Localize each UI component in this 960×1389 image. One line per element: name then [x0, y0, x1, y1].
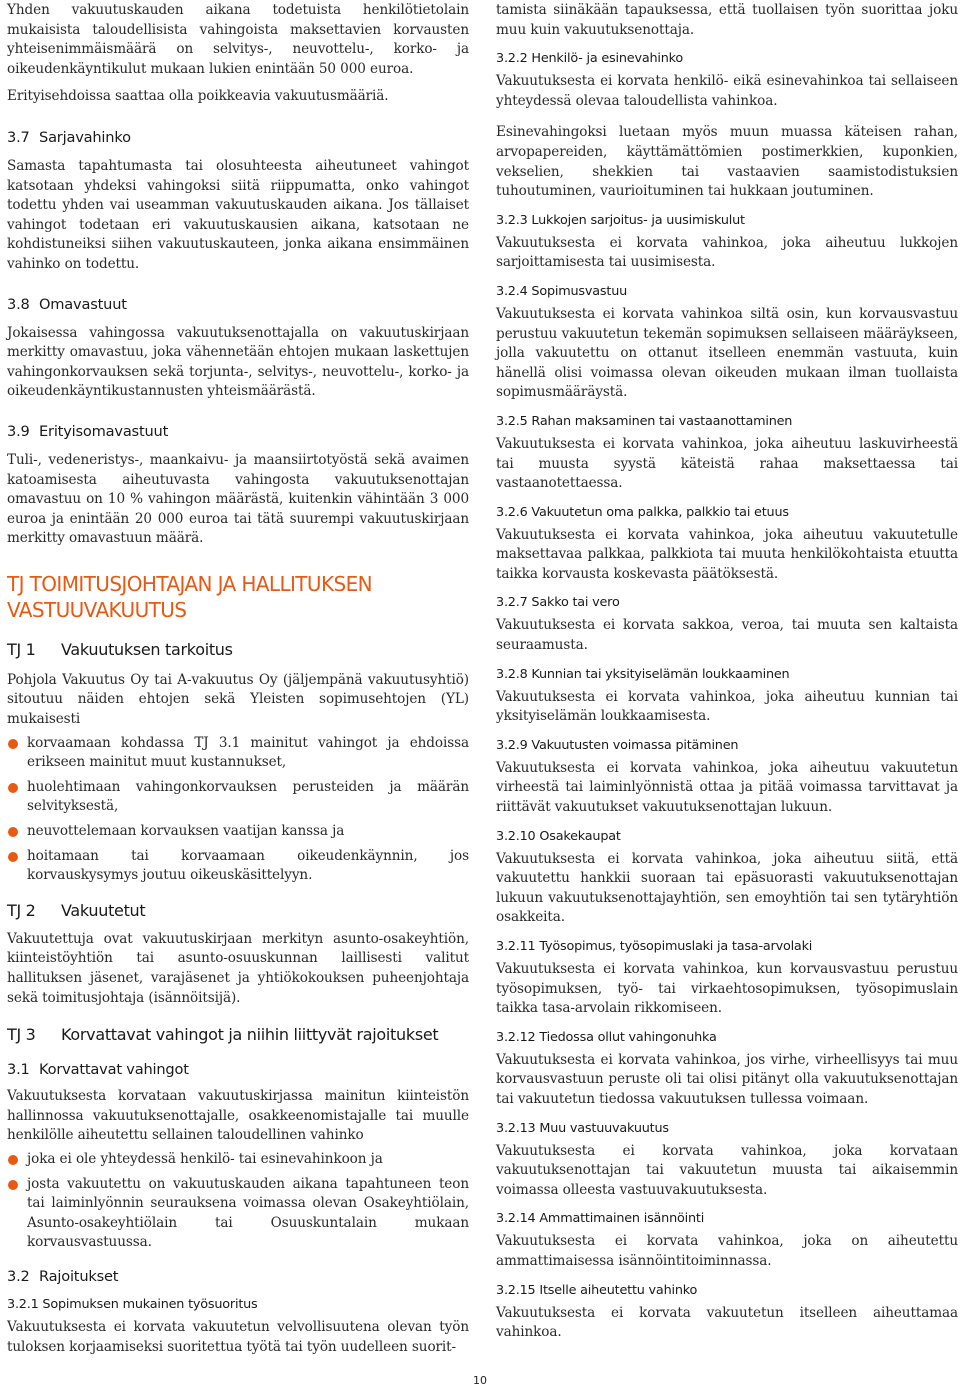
section-3-2-14-heading: 3.2.14 Ammattimainen isännöinti [496, 1211, 705, 1227]
tj3-heading [7, 1024, 469, 1046]
section-3-2-12-body: Vakuutuksesta ei korvata vahinkoa, jos virhe, virheellisyys tai muu korvausvastuun peruste oli tai olisi pitänyt olla vakuutuksenottajan tai vakuutetun tiedossa vakuutuksen tullessa voimaan. [496, 1051, 958, 1107]
section-title: Rajoitukset [39, 1267, 119, 1285]
section-3-2-11-body: Vakuutuksesta ei korvata vahinkoa, kun korvausvastuu perustuu työsopimuksen, työ- tai virkaehtosopimuksen, työsopimuslain taikka tasa-arvolain rikkomiseen. [496, 961, 958, 1017]
section-3-2-11-heading: 3.2.11 Työsopimus, työsopimuslaki ja tasa-arvolaki [496, 939, 813, 954]
tj1-heading [7, 639, 469, 661]
section-3-8-heading [7, 295, 469, 314]
section-3-2-8-body: Vakuutuksesta ei korvata vahinkoa, joka aiheutuu kunnian tai yksityiselämän loukkaamisesta. [496, 688, 958, 725]
tj1-bullet-list [7, 734, 469, 886]
list-item: huolehtimaan vahingonkorvauksen perusteiden ja määrän selvityksestä, [7, 778, 469, 817]
section-3-2-9-body: Vakuutuksesta ei korvata vahinkoa, joka aiheutuu vakuutetun virheestä tai laiminlyönnistä ottaa ja pitää voimassa tarvittavat ja riittävät vakuutukset vakuutuksenottajan lukuun. [496, 759, 958, 816]
section-3-2-1-heading: 3.2.1 Sopimuksen mukainen työsuoritus [7, 1296, 258, 1312]
orange-dot-icon [8, 1155, 18, 1165]
chapter-title [7, 571, 469, 623]
section-3-2-15-heading: 3.2.15 Itselle aiheutettu vahinko [496, 1282, 698, 1298]
tj-number: TJ 2 [7, 900, 36, 920]
section-3-2-6-body: Vakuutuksesta ei korvata vahinkoa, joka aiheutuu vakuutetulle maksettavaa palkkaa, palkkiota tai muuta henkilökohtaista etuutta taikka korvausta koskevasta päätöksestä. [496, 526, 958, 582]
section-3-9-heading [7, 422, 469, 441]
section-number: 3.1 [7, 1061, 30, 1079]
section-3-2-9-heading: 3.2.9 Vakuutusten voimassa pitäminen [496, 737, 739, 753]
section-3-2-13-heading: 3.2.13 Muu vastuuvakuutus [496, 1120, 669, 1136]
section-number: 3.7 [7, 128, 30, 146]
section-3-2-3-body: Vakuutuksesta ei korvata vahinkoa, joka aiheutuu lukkojen sarjoittamisesta tai uusimisesta. [496, 234, 958, 271]
section-3-2-2-body-2: Esinevahingoksi luetaan myös muun muassa käteisen rahan, arvopapereiden, käyttämättömien postimerkkien, kuponkien, vekselien, shekkien tai vastaavien saamistodistuksien tuhoutuminen, vaurioituminen tai hukkaan joutuminen. [496, 124, 958, 200]
section-number: 3.9 [7, 422, 30, 440]
section-3-2-6-heading: 3.2.6 Vakuutetun oma palkka, palkkio tai etuus [496, 504, 789, 520]
tj2-body: Vakuutettuja ovat vakuutuskirjaan merkityn asunto-osakeyhtiön, kiinteistöyhtiön tai asunto-osuuskunnan laillisesti valitut hallituksen jäsenet, varajäsenet ja yhtiökokouksen puheenjohtaja sekä toimitusjohtaja (isännöitsijä). [7, 930, 469, 1006]
tj2-heading [7, 900, 469, 922]
tj-title: Korvattavat vahingot ja niihin liittyvät rajoitukset [61, 1025, 439, 1045]
section-3-2-4-body: Vakuutuksesta ei korvata vahinkoa siltä osin, kun korvausvastuu perustuu vakuutetun tekemän sopimuksen sellaiseen määräykseen, jolla vakuutettu on ottanut itselleen enemmän vastuuta, kuin hänellä olisi voimassa olevan oikeuden mukaan ilman tuollaista sopimusmääräystä. [496, 305, 958, 401]
section-title: Omavastuut [39, 295, 127, 313]
section-3-7-body: Samasta tapahtumasta tai olosuhteesta aiheutuneet vahingot katsotaan yhdeksi vahingoksi siitä riippumatta, onko vahingot todettu yhden vai useamman vakuutuskauden aikana. Jos tällaiset vahingot todetaan eri vakuutuskausien aikana, katsotaan ne kohdistuneiksi siihen vakuutuskauteen, jonka aikana ensimmäinen vahinko on todettu. [7, 157, 469, 272]
tj-title: Vakuutetut [61, 900, 146, 920]
section-3-2-5-body: Vakuutuksesta ei korvata vahinkoa, joka aiheutuu laskuvirheestä tai muusta syystä käteistä rahaa maksettaessa tai vastaanotettaessa. [496, 435, 958, 492]
page-number: 10 [473, 1374, 487, 1387]
section-number: 3.8 [7, 295, 30, 313]
right-column [496, 0, 958, 1343]
section-3-1-body: Vakuutuksesta korvataan vakuutuskirjassa mainitun kiinteistön hallinnossa vakuutuksenottajalle, osakkeenomistajalle tai muulle henkilölle aiheutettu sellainen taloudellinen vahinko [7, 1088, 469, 1144]
section-3-1-heading [7, 1060, 469, 1079]
continued-paragraph: tamista siinäkään tapauksessa, että tuollaisen työn suorittaa joku muu kuin vakuutuksenottaja. [496, 2, 958, 38]
section-3-2-heading [7, 1267, 469, 1286]
chapter-title-line-2: VASTUUVAKUUTUS [7, 597, 187, 622]
orange-dot-icon [8, 852, 18, 862]
section-3-7-heading [7, 128, 469, 147]
intro-paragraph: Yhden vakuutuskauden aikana todetuista henkilötietolain mukaisista taloudellisista vahingoista maksettavien korvausten yhteisenimmäismäärä on selvitys-, neuvottelu-, korko- ja oikeudenkäyntikulut mukaan lukien enintään 50 000 euroa. [7, 2, 469, 77]
orange-dot-icon [8, 739, 18, 749]
section-3-8-body: Jokaisessa vahingossa vakuutuksenottajalla on vakuutuskirjaan merkitty omavastuu, joka vähennetään ehtojen mukaan laskettujen vahingonkorvauksen sekä torjunta-, selvitys-, neuvottelu-, korko- ja oikeudenkäyntikustannusten yhteismäärästä. [7, 324, 469, 400]
section-3-1-bullet-list [7, 1150, 469, 1253]
tj-number: TJ 3 [7, 1025, 36, 1045]
left-column [7, 0, 469, 1357]
section-title: Sarjavahinko [39, 128, 131, 146]
section-3-2-3-heading: 3.2.3 Lukkojen sarjoitus- ja uusimiskulut [496, 212, 745, 228]
intro-note: Erityisehdoissa saattaa olla poikkeavia vakuutusmääriä. [7, 88, 389, 105]
section-3-2-7-body: Vakuutuksesta ei korvata sakkoa, veroa, tai muuta sen kaltaista seuraamusta. [496, 617, 958, 654]
list-item: josta vakuutettu on vakuutuskauden aikana tapahtuneen teon tai laiminlyönnin seurauksena voimassa olevan Osakeyhtiölain, Asunto-osakeyhtiölain tai Osuuskuntalain mukaan korvausvastuussa. [7, 1175, 469, 1253]
section-3-9-body: Tuli-, vedeneristys-, maankaivu- ja maansiirtotyöstä sekä avaimen katoamisesta aiheutuvasta vahingosta vakuutuksenottajan omavastuu on 10 % vahingon määrästä, kuitenkin vähintään 3 000 euroa ja enintään 20 000 euroa tai tätä suurempi vakuutuskirjaan merkitty omavastuun määrä. [7, 451, 469, 547]
section-3-2-12-heading: 3.2.12 Tiedossa ollut vahingonuhka [496, 1029, 717, 1045]
orange-dot-icon [8, 1180, 18, 1190]
section-3-2-4-heading: 3.2.4 Sopimusvastuu [496, 283, 628, 299]
list-item: hoitamaan tai korvaamaan oikeudenkäynnin, jos korvauskysymys joutuu oikeuskäsittelyyn. [7, 847, 469, 886]
orange-dot-icon [8, 827, 18, 837]
chapter-title-line-1: TJ TOIMITUSJOHTAJAN JA HALLITUKSEN [7, 571, 372, 596]
section-3-2-5-heading: 3.2.5 Rahan maksaminen tai vastaanottaminen [496, 413, 793, 429]
section-3-2-13-body: Vakuutuksesta ei korvata vahinkoa, joka korvataan vakuutuksenottajan tai vakuutetun muusta tai aikaisemmin voimassa olleesta vastuuvakuutuksesta. [496, 1142, 958, 1198]
tj-title: Vakuutuksen tarkoitus [61, 639, 233, 659]
list-item: joka ei ole yhteydessä henkilö- tai esinevahinkoon ja [7, 1150, 469, 1170]
orange-dot-icon [8, 783, 18, 793]
section-3-2-10-heading: 3.2.10 Osakekaupat [496, 828, 621, 844]
section-title: Korvattavat vahingot [39, 1061, 189, 1079]
section-3-2-7-heading: 3.2.7 Sakko tai vero [496, 595, 620, 611]
section-3-2-8-heading: 3.2.8 Kunnian tai yksityiselämän loukkaaminen [496, 666, 790, 682]
list-item: neuvottelemaan korvauksen vaatijan kanssa ja [7, 822, 469, 842]
section-3-2-10-body: Vakuutuksesta ei korvata vahinkoa, joka aiheutuu siitä, että vakuutettu hankkii suoraan tai epäsuorasti vakuutuksenottajan lukuun vakuutuksenottajayhtiön, sen emoyhtiön tai sen tytäryhtiön osakkeita. [496, 850, 958, 926]
section-3-2-1-body: Vakuutuksesta ei korvata vakuutetun velvollisuutena olevan työn tuloksen korjaamiseksi suoritettua työtä tai työn uudelleen suorit- [7, 1318, 469, 1355]
tj1-body: Pohjola Vakuutus Oy tai A-vakuutus Oy (jäljempänä vakuutusyhtiö) sitoutuu näiden ehtojen sekä Yleisten sopimusehtojen (YL) mukaisesti [7, 671, 469, 728]
section-3-2-2-heading: 3.2.2 Henkilö- ja esinevahinko [496, 51, 684, 67]
section-3-2-14-body: Vakuutuksesta ei korvata vahinkoa, joka on aiheutettu ammattimaisessa isännöintitoiminnassa. [496, 1233, 958, 1269]
list-item: korvaamaan kohdassa TJ 3.1 mainitut vahingot ja ehdoissa erikseen mainitut muut kustannukset, [7, 734, 469, 773]
section-title: Erityisomavastuut [39, 422, 169, 440]
section-3-2-2-body: Vakuutuksesta ei korvata henkilö- eikä esinevahinkoa tai sellaiseen yhteydessä olevaa taloudellista vahinkoa. [496, 73, 958, 109]
tj-number: TJ 1 [7, 639, 36, 659]
section-3-2-15-body: Vakuutuksesta ei korvata vakuutetun itselleen aiheuttamaa vahinkoa. [496, 1304, 958, 1341]
section-number: 3.2 [7, 1267, 30, 1285]
